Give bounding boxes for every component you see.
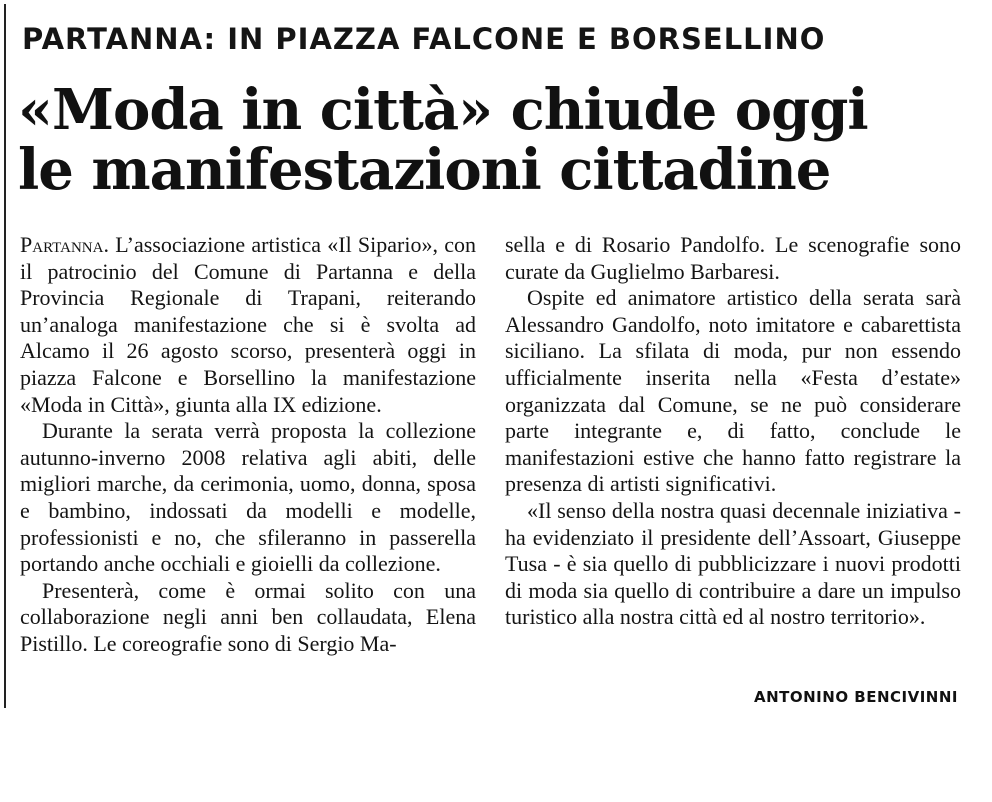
headline-line: «Moda in città» chiude oggi — [18, 77, 868, 143]
kicker: PARTANNA: IN PIAZZA FALCONE E BORSELLINO — [22, 22, 826, 56]
paragraph: Presenterà, come è ormai solito con una collaborazione negli anni ben collaudata, Elena Pistillo. Le coreografie sono di Sergio Ma- — [20, 577, 476, 656]
dateline: Partanna. — [20, 232, 109, 257]
byline: ANTONINO BENCIVINNI — [753, 688, 958, 706]
paragraph-text: L’associazione artistica «Il Sipario», con il patrocinio del Comune di Partanna e della Provincia Regionale di Trapani, reiterando un’analoga manifestazione che si è svolta ad Alcamo il 26 agosto scorso, presenterà oggi in piazza Falcone e Borsellino la manifestazione «Moda in Città», giunta alla IX edizione. — [20, 232, 476, 417]
headline-line: le manifestazioni cittadine — [18, 137, 831, 203]
paragraph — [20, 232, 476, 418]
body-column-right — [505, 232, 961, 631]
paragraph: «Il senso della nostra quasi decennale iniziativa - ha evidenziato il presidente dell’Assoart, Giuseppe Tusa - è sia quello di pubblicizzare i nuovi prodotti di moda sia quello di contribuire a dare un impulso turistico alla nostra città ed al nostro territorio». — [505, 497, 961, 630]
paragraph: Durante la serata verrà proposta la collezione autunno-inverno 2008 relativa agli abiti, delle migliori marche, da cerimonia, uomo, donna, sposa e bambino, indossati da modelli e modelle, professionisti e no, che sfileranno in passerella portando anche occhiali e gioielli da collezione. — [20, 418, 476, 577]
paragraph: sella e di Rosario Pandolfo. Le scenografie sono curate da Guglielmo Barbaresi. — [505, 232, 961, 284]
body-column-left — [20, 232, 476, 658]
paragraph: Ospite ed animatore artistico della serata sarà Alessandro Gandolfo, noto imitatore e cabarettista siciliano. La sfilata di moda, pur non essendo ufficialmente inserita nella «Festa d’estate» organizzata dal Comune, se ne può considerare parte integrante e, di fatto, conclude le manifestazioni estive che hanno fatto registrare la presenza di artisti significativi. — [505, 285, 961, 497]
headline — [18, 77, 968, 203]
